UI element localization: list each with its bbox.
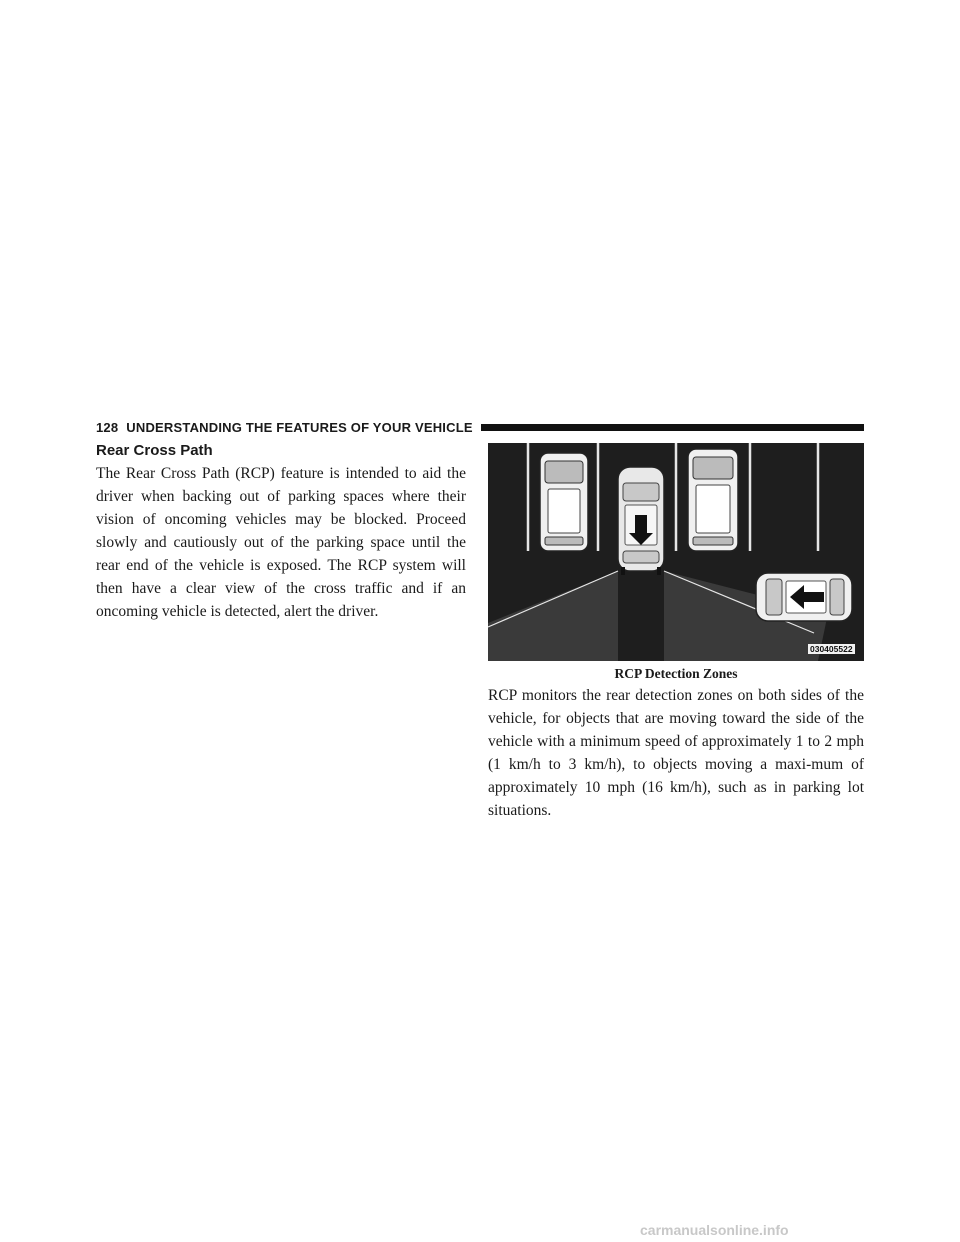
header-rule	[481, 424, 864, 431]
rcp-detection-zones-illustration	[488, 443, 864, 661]
figure-caption: RCP Detection Zones	[614, 666, 738, 681]
cross-traffic-car	[756, 573, 852, 621]
figure-id-code: 030405522	[810, 644, 853, 654]
running-header	[96, 418, 864, 436]
intro-paragraph: The Rear Cross Path (RCP) feature is intended to aid the driver when backing out of parking spaces where their vision of oncoming vehicles may be blocked. Proceed slowly and cautiously out of the parking space until the rear end of the vehicle is exposed. The RCP system will then have a clear view of the cross traffic and if an oncoming vehicle is detected, alert the driver.	[96, 465, 466, 620]
reversing-car	[618, 467, 664, 575]
page-number: 128	[96, 419, 119, 435]
parked-car-right	[688, 449, 738, 551]
section-heading: Rear Cross Path	[96, 442, 213, 459]
parked-car-left	[540, 453, 588, 551]
rcp-monitor-paragraph: RCP monitors the rear detection zones on both sides of the vehicle, for objects that are moving toward the side of the vehicle with a minimum speed of approximately 1 to 2 mph (1 km/h to 3 km/h), to objects moving a maxi-mum of approximately 10 mph (16 km/h), such as in parking lot situations.	[488, 687, 864, 819]
running-header-title: UNDERSTANDING THE FEATURES OF YOUR VEHICLE	[126, 419, 473, 435]
watermark: carmanualsonline.info	[640, 1222, 789, 1238]
